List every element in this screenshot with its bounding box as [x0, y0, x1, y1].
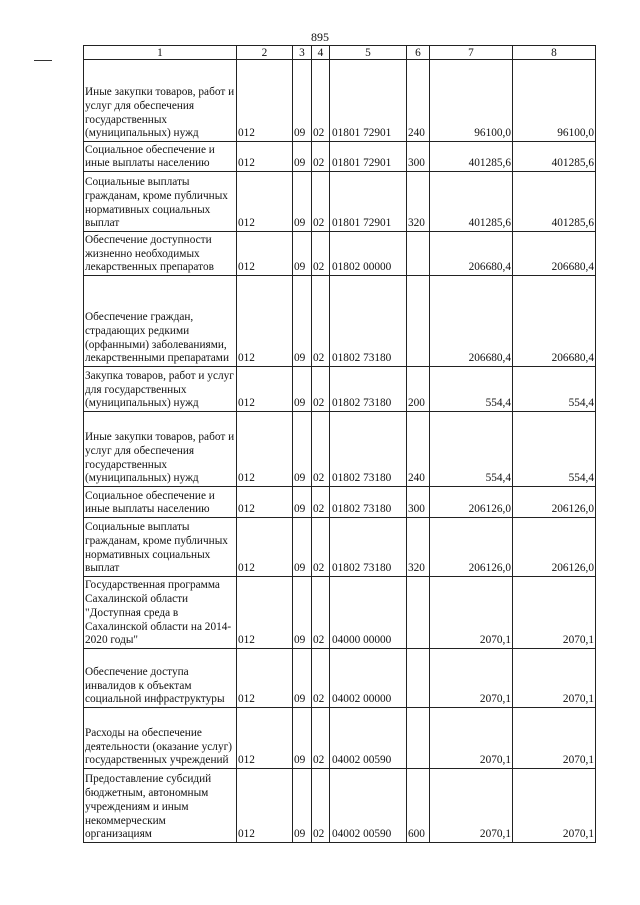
row-sum1: 401285,6	[430, 142, 513, 172]
row-name: Социальные выплаты гражданам, кроме публичных нормативных социальных выплат	[84, 172, 237, 232]
page-number: 895	[311, 30, 329, 44]
row-csr: 04002 00590	[330, 708, 407, 769]
row-rz: 09	[293, 232, 312, 276]
row-pr: 02	[312, 232, 330, 276]
row-rz: 09	[293, 367, 312, 412]
row-name: Обеспечение доступности жизненно необходимых лекарственных препаратов	[84, 232, 237, 276]
row-pr: 02	[312, 487, 330, 518]
row-gr: 012	[237, 172, 293, 232]
column-header: 2	[237, 46, 293, 60]
table-row	[84, 142, 596, 172]
row-pr: 02	[312, 172, 330, 232]
table-row	[84, 172, 596, 232]
row-gr: 012	[237, 487, 293, 518]
row-name: Предоставление субсидий бюджетным, автономным учреждениям и иным некоммерческим организациям	[84, 769, 237, 843]
row-pr: 02	[312, 412, 330, 487]
row-name: Закупка товаров, работ и услуг для государственных (муниципальных) нужд	[84, 367, 237, 412]
row-rz: 09	[293, 769, 312, 843]
table-row	[84, 649, 596, 708]
row-sum1: 206126,0	[430, 518, 513, 577]
column-header: 7	[430, 46, 513, 60]
row-gr: 012	[237, 649, 293, 708]
row-csr: 04000 00000	[330, 577, 407, 649]
row-csr: 04002 00000	[330, 649, 407, 708]
row-vr: 240	[407, 412, 430, 487]
row-vr	[407, 232, 430, 276]
row-name: Социальное обеспечение и иные выплаты населению	[84, 487, 237, 518]
row-csr: 01802 73180	[330, 518, 407, 577]
row-sum2: 554,4	[513, 367, 596, 412]
row-vr: 320	[407, 518, 430, 577]
row-sum1: 2070,1	[430, 708, 513, 769]
row-gr: 012	[237, 412, 293, 487]
row-sum2: 401285,6	[513, 142, 596, 172]
row-vr	[407, 649, 430, 708]
budget-table	[83, 45, 596, 843]
table-row	[84, 769, 596, 843]
row-sum2: 2070,1	[513, 708, 596, 769]
row-sum1: 554,4	[430, 412, 513, 487]
table-row	[84, 276, 596, 367]
table-row	[84, 518, 596, 577]
row-vr	[407, 577, 430, 649]
row-sum1: 2070,1	[430, 649, 513, 708]
row-sum2: 554,4	[513, 412, 596, 487]
row-name: Государственная программа Сахалинской области "Доступная среда в Сахалинской области на 2014-2020 годы"	[84, 577, 237, 649]
row-gr: 012	[237, 232, 293, 276]
row-vr: 300	[407, 487, 430, 518]
row-gr: 012	[237, 142, 293, 172]
row-csr: 01802 00000	[330, 232, 407, 276]
row-rz: 09	[293, 276, 312, 367]
table-row	[84, 367, 596, 412]
row-gr: 012	[237, 367, 293, 412]
column-header: 6	[407, 46, 430, 60]
row-name: Иные закупки товаров, работ и услуг для обеспечения государственных (муниципальных) нужд	[84, 60, 237, 142]
row-vr: 300	[407, 142, 430, 172]
margin-mark	[34, 60, 52, 61]
row-vr: 200	[407, 367, 430, 412]
row-rz: 09	[293, 60, 312, 142]
row-gr: 012	[237, 708, 293, 769]
row-sum2: 96100,0	[513, 60, 596, 142]
row-gr: 012	[237, 276, 293, 367]
table-row	[84, 232, 596, 276]
column-header: 3	[293, 46, 312, 60]
header-row	[84, 46, 596, 60]
table-row	[84, 577, 596, 649]
row-sum2: 2070,1	[513, 769, 596, 843]
row-gr: 012	[237, 60, 293, 142]
column-header: 8	[513, 46, 596, 60]
row-vr	[407, 708, 430, 769]
row-csr: 01802 73180	[330, 367, 407, 412]
column-header: 5	[330, 46, 407, 60]
row-sum1: 2070,1	[430, 577, 513, 649]
table-row	[84, 487, 596, 518]
row-rz: 09	[293, 142, 312, 172]
row-sum2: 206680,4	[513, 232, 596, 276]
column-header: 4	[312, 46, 330, 60]
row-name: Социальные выплаты гражданам, кроме публичных нормативных социальных выплат	[84, 518, 237, 577]
row-rz: 09	[293, 708, 312, 769]
row-pr: 02	[312, 577, 330, 649]
row-rz: 09	[293, 577, 312, 649]
row-vr: 320	[407, 172, 430, 232]
row-pr: 02	[312, 518, 330, 577]
row-sum1: 206126,0	[430, 487, 513, 518]
row-name: Иные закупки товаров, работ и услуг для обеспечения государственных (муниципальных) нужд	[84, 412, 237, 487]
row-rz: 09	[293, 487, 312, 518]
row-csr: 01801 72901	[330, 142, 407, 172]
row-pr: 02	[312, 60, 330, 142]
row-sum1: 401285,6	[430, 172, 513, 232]
row-gr: 012	[237, 577, 293, 649]
row-sum1: 206680,4	[430, 276, 513, 367]
row-csr: 01802 73180	[330, 276, 407, 367]
row-csr: 04002 00590	[330, 769, 407, 843]
row-sum2: 2070,1	[513, 577, 596, 649]
row-name: Обеспечение граждан, страдающих редкими (орфанными) заболеваниями, лекарственными препаратами	[84, 276, 237, 367]
row-rz: 09	[293, 412, 312, 487]
row-sum2: 206126,0	[513, 518, 596, 577]
row-csr: 01801 72901	[330, 60, 407, 142]
row-sum2: 206126,0	[513, 487, 596, 518]
row-vr	[407, 276, 430, 367]
row-sum2: 2070,1	[513, 649, 596, 708]
table-row	[84, 412, 596, 487]
row-pr: 02	[312, 142, 330, 172]
row-sum1: 206680,4	[430, 232, 513, 276]
table-row	[84, 708, 596, 769]
row-csr: 01801 72901	[330, 172, 407, 232]
row-rz: 09	[293, 649, 312, 708]
column-header: 1	[84, 46, 237, 60]
row-pr: 02	[312, 276, 330, 367]
row-vr: 600	[407, 769, 430, 843]
row-pr: 02	[312, 769, 330, 843]
row-sum1: 2070,1	[430, 769, 513, 843]
row-rz: 09	[293, 518, 312, 577]
row-vr: 240	[407, 60, 430, 142]
row-gr: 012	[237, 769, 293, 843]
row-pr: 02	[312, 367, 330, 412]
row-pr: 02	[312, 649, 330, 708]
row-rz: 09	[293, 172, 312, 232]
table-row	[84, 60, 596, 142]
row-name: Расходы на обеспечение деятельности (оказание услуг) государственных учреждений	[84, 708, 237, 769]
row-sum1: 96100,0	[430, 60, 513, 142]
row-sum2: 206680,4	[513, 276, 596, 367]
row-sum2: 401285,6	[513, 172, 596, 232]
row-csr: 01802 73180	[330, 487, 407, 518]
row-csr: 01802 73180	[330, 412, 407, 487]
row-name: Социальное обеспечение и иные выплаты населению	[84, 142, 237, 172]
row-sum1: 554,4	[430, 367, 513, 412]
row-name: Обеспечение доступа инвалидов к объектам социальной инфраструктуры	[84, 649, 237, 708]
row-pr: 02	[312, 708, 330, 769]
row-gr: 012	[237, 518, 293, 577]
